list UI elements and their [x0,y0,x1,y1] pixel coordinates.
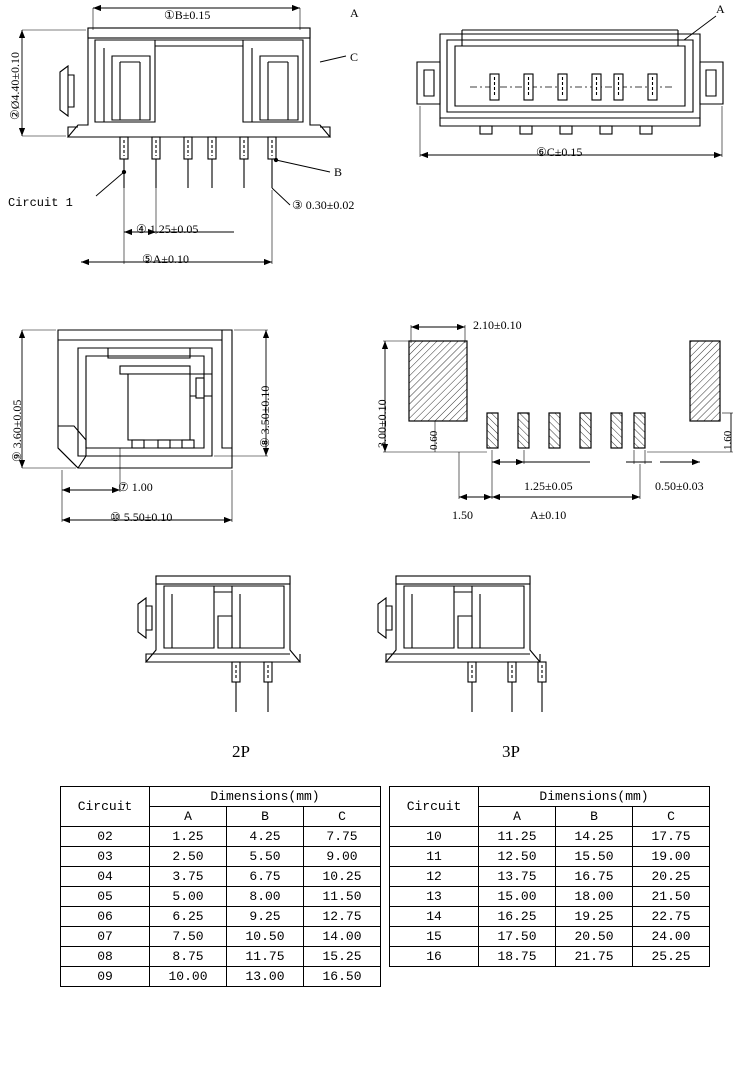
cell-circuit: 04 [61,867,150,887]
dim-0-60: 0.60 [428,430,440,450]
cell-a: 10.00 [150,967,227,987]
table-row [61,847,381,867]
dim-3-50: ⑧ 3.50±0.10 [258,385,272,448]
cell-b: 9.25 [227,907,304,927]
cell-circuit: 12 [390,867,479,887]
table-row [61,827,381,847]
table-row [61,867,381,887]
cell-b: 10.50 [227,927,304,947]
cell-circuit: 07 [61,927,150,947]
cell-circuit: 15 [390,927,479,947]
table-row [390,907,710,927]
cell-c: 17.75 [633,827,710,847]
cell-b: 19.25 [556,907,633,927]
table-row [61,887,381,907]
cell-c: 15.25 [304,947,381,967]
cell-b: 18.00 [556,887,633,907]
callout-c-left: C [350,50,359,64]
cell-circuit: 10 [390,827,479,847]
cell-a: 11.25 [479,827,556,847]
callout-a-right: A [716,2,725,16]
table-row [390,827,710,847]
cell-circuit: 16 [390,947,479,967]
circuit-1-note: Circuit 1 [8,196,73,210]
cell-a: 2.50 [150,847,227,867]
cell-c: 14.00 [304,927,381,947]
table-row [390,887,710,907]
cell-a: 13.75 [479,867,556,887]
cell-b: 8.00 [227,887,304,907]
cell-a: 6.25 [150,907,227,927]
dim-1-25: ④ 1.25±0.05 [136,222,199,236]
cell-a: 1.25 [150,827,227,847]
cell-circuit: 05 [61,887,150,907]
dim-3-00: 3.00±0.10 [375,399,389,448]
cell-circuit: 13 [390,887,479,907]
cell-b: 14.25 [556,827,633,847]
table-row [61,967,381,987]
cell-b: 6.75 [227,867,304,887]
dim-0-50: 0.50±0.03 [655,479,704,493]
cell-c: 25.25 [633,947,710,967]
cell-a: 7.50 [150,927,227,947]
dim-2-10: 2.10±0.10 [473,318,522,332]
cell-circuit: 08 [61,947,150,967]
cell-a: 5.00 [150,887,227,907]
table-row [61,927,381,947]
th-a-right: A [479,807,556,827]
cell-c: 7.75 [304,827,381,847]
dimensions-table-left [60,786,381,987]
cell-circuit: 11 [390,847,479,867]
dim-0-30: ③ 0.30±0.02 [292,198,355,212]
cell-c: 22.75 [633,907,710,927]
table-row [61,907,381,927]
th-dimensions-right: Dimensions(mm) [479,787,710,807]
cell-b: 21.75 [556,947,633,967]
cell-c: 20.25 [633,867,710,887]
dim-a-fp: A±0.10 [530,508,567,522]
th-dimensions-left: Dimensions(mm) [150,787,381,807]
cell-c: 10.25 [304,867,381,887]
cell-c: 11.50 [304,887,381,907]
cell-c: 9.00 [304,847,381,867]
table-row [61,947,381,967]
th-a-left: A [150,807,227,827]
dim-3-60: ⑨ 3.60±0.05 [10,399,24,462]
table-row [390,867,710,887]
cell-a: 16.25 [479,907,556,927]
cell-b: 11.75 [227,947,304,967]
cell-circuit: 02 [61,827,150,847]
cell-a: 3.75 [150,867,227,887]
cell-c: 16.50 [304,967,381,987]
dim-a: ⑤A±0.10 [142,252,190,266]
th-b-right: B [556,807,633,827]
th-circuit-right: Circuit [390,787,479,827]
cell-circuit: 09 [61,967,150,987]
dimensions-table-right [389,786,710,967]
cell-a: 8.75 [150,947,227,967]
cell-c: 21.50 [633,887,710,907]
dim-c: ⑥C±0.15 [536,145,583,159]
dim-diameter-4-40: ②Ø4.40±0.10 [8,51,22,120]
table-row [390,947,710,967]
cell-circuit: 06 [61,907,150,927]
cell-a: 12.50 [479,847,556,867]
th-b-left: B [227,807,304,827]
cell-b: 15.50 [556,847,633,867]
dim-1-60: 1.60 [722,430,734,450]
cell-c: 19.00 [633,847,710,867]
cell-b: 4.25 [227,827,304,847]
table-row [390,847,710,867]
cell-c: 12.75 [304,907,381,927]
cell-b: 20.50 [556,927,633,947]
variant-3p-label: 3P [502,742,520,761]
cell-circuit: 14 [390,907,479,927]
th-c-right: C [633,807,710,827]
dim-1-25-fp: 1.25±0.05 [524,479,573,493]
table-row [390,927,710,947]
callout-b-left: B [334,165,343,179]
th-circuit-left: Circuit [61,787,150,827]
variant-2p-label: 2P [232,742,250,761]
dim-1-50: 1.50 [452,508,473,522]
cell-c: 24.00 [633,927,710,947]
cell-a: 15.00 [479,887,556,907]
callout-a-left: A [350,6,359,20]
dim-1-00: ⑦ 1.00 [118,480,153,494]
th-c-left: C [304,807,381,827]
cell-a: 18.75 [479,947,556,967]
dim-b-top: ①B±0.15 [164,8,211,22]
cell-b: 5.50 [227,847,304,867]
cell-b: 16.75 [556,867,633,887]
dim-5-50: ⑩ 5.50±0.10 [110,510,173,524]
cell-circuit: 03 [61,847,150,867]
cell-a: 17.50 [479,927,556,947]
cell-b: 13.00 [227,967,304,987]
